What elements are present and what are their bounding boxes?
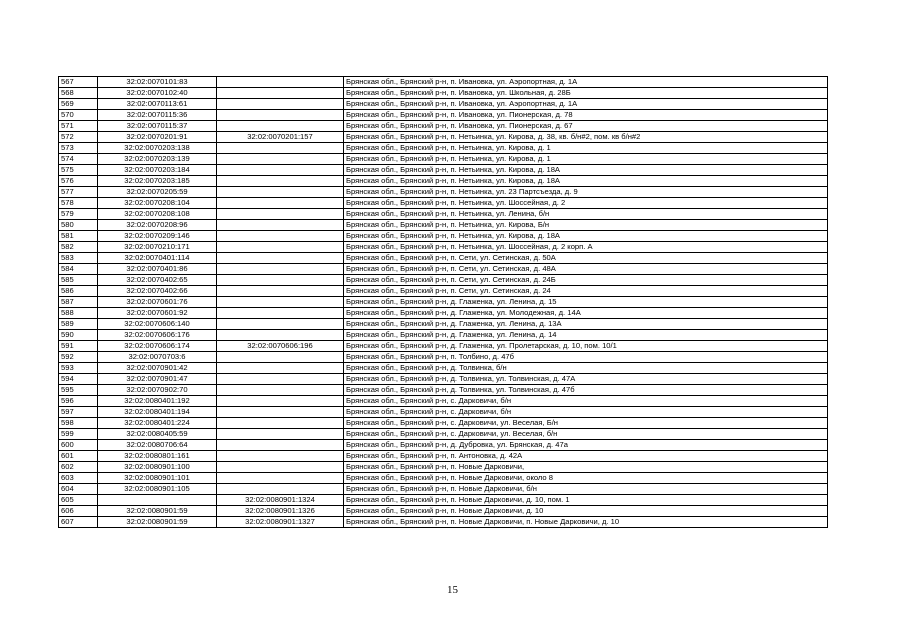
cadastral-number-cell: 32:02:0080401:194 [98, 407, 217, 418]
room-cadastral-number-cell [217, 407, 344, 418]
room-cadastral-number-cell: 32:02:0080901:1327 [217, 517, 344, 528]
room-cadastral-number-cell [217, 352, 344, 363]
address-cell: Брянская обл., Брянский р-н, п. Нетьинка, ул. Шоссейная, д. 2 [344, 198, 828, 209]
address-cell: Брянская обл., Брянский р-н, п. Нетьинка, ул. Кирова, д. 18А [344, 176, 828, 187]
room-cadastral-number-cell [217, 330, 344, 341]
address-cell: Брянская обл., Брянский р-н, д. Глаженка, ул. Ленина, д. 13А [344, 319, 828, 330]
address-cell: Брянская обл., Брянский р-н, д. Толвинка, ул. Толвинская, д. 47б [344, 385, 828, 396]
cadastral-number-cell: 32:02:0080901:100 [98, 462, 217, 473]
room-cadastral-number-cell [217, 209, 344, 220]
address-cell: Брянская обл., Брянский р-н, п. Новые Дарковичи, д. 10 [344, 506, 828, 517]
room-cadastral-number-cell [217, 99, 344, 110]
address-cell: Брянская обл., Брянский р-н, п. Сети, ул. Сетинская, д. 24 [344, 286, 828, 297]
table-row [59, 418, 828, 429]
room-cadastral-number-cell [217, 165, 344, 176]
room-cadastral-number-cell [217, 110, 344, 121]
row-number-cell: 576 [59, 176, 98, 187]
room-cadastral-number-cell [217, 220, 344, 231]
room-cadastral-number-cell [217, 396, 344, 407]
row-number-cell: 582 [59, 242, 98, 253]
row-number-cell: 596 [59, 396, 98, 407]
address-cell: Брянская обл., Брянский р-н, с. Дарковичи, ул. Веселая, б/н [344, 429, 828, 440]
table-row [59, 264, 828, 275]
address-cell: Брянская обл., Брянский р-н, п. Сети, ул. Сетинская, д. 48А [344, 264, 828, 275]
address-cell: Брянская обл., Брянский р-н, п. Новые Дарковичи, [344, 462, 828, 473]
address-cell: Брянская обл., Брянский р-н, п. Сети, ул. Сетинская, д. 24Б [344, 275, 828, 286]
address-cell: Брянская обл., Брянский р-н, д. Глаженка, ул. Ленина, д. 15 [344, 297, 828, 308]
room-cadastral-number-cell [217, 374, 344, 385]
table-row [59, 374, 828, 385]
cadastral-number-cell: 32:02:0070203:139 [98, 154, 217, 165]
address-cell: Брянская обл., Брянский р-н, д. Толвинка, ул. Толвинская, д. 47А [344, 374, 828, 385]
room-cadastral-number-cell [217, 297, 344, 308]
cadastral-number-cell: 32:02:0070115:37 [98, 121, 217, 132]
room-cadastral-number-cell [217, 275, 344, 286]
row-number-cell: 584 [59, 264, 98, 275]
cadastral-number-cell: 32:02:0070102:40 [98, 88, 217, 99]
row-number-cell: 599 [59, 429, 98, 440]
cadastral-number-cell: 32:02:0070703:6 [98, 352, 217, 363]
address-cell: Брянская обл., Брянский р-н, п. Ивановка, ул. Пионерская, д. 78 [344, 110, 828, 121]
table-row [59, 495, 828, 506]
room-cadastral-number-cell [217, 429, 344, 440]
address-cell: Брянская обл., Брянский р-н, п. Новые Дарковичи, д. 10, пом. 1 [344, 495, 828, 506]
address-cell: Брянская обл., Брянский р-н, п. Нетьинка, ул. Кирова, д. 38, кв. б/н#2, пом. кв б/н#2 [344, 132, 828, 143]
row-number-cell: 594 [59, 374, 98, 385]
row-number-cell: 595 [59, 385, 98, 396]
table-row [59, 473, 828, 484]
row-number-cell: 590 [59, 330, 98, 341]
address-cell: Брянская обл., Брянский р-н, с. Дарковичи, б/н [344, 396, 828, 407]
room-cadastral-number-cell [217, 319, 344, 330]
table-row [59, 154, 828, 165]
cadastral-number-cell: 32:02:0070208:104 [98, 198, 217, 209]
row-number-cell: 603 [59, 473, 98, 484]
table-row [59, 88, 828, 99]
table-row [59, 352, 828, 363]
cadastral-number-cell [98, 495, 217, 506]
room-cadastral-number-cell [217, 187, 344, 198]
row-number-cell: 597 [59, 407, 98, 418]
row-number-cell: 587 [59, 297, 98, 308]
cadastral-number-cell: 32:02:0070210:171 [98, 242, 217, 253]
row-number-cell: 567 [59, 77, 98, 88]
row-number-cell: 573 [59, 143, 98, 154]
address-cell: Брянская обл., Брянский р-н, д. Глаженка, ул. Молодежная, д. 14А [344, 308, 828, 319]
row-number-cell: 598 [59, 418, 98, 429]
row-number-cell: 572 [59, 132, 98, 143]
table-row [59, 385, 828, 396]
row-number-cell: 588 [59, 308, 98, 319]
address-cell: Брянская обл., Брянский р-н, п. Нетьинка, ул. Кирова, д. 18А [344, 165, 828, 176]
room-cadastral-number-cell [217, 176, 344, 187]
table-row [59, 275, 828, 286]
cadastral-number-cell: 32:02:0070601:92 [98, 308, 217, 319]
room-cadastral-number-cell [217, 77, 344, 88]
table-row [59, 429, 828, 440]
table-row [59, 308, 828, 319]
room-cadastral-number-cell: 32:02:0070606:196 [217, 341, 344, 352]
address-cell: Брянская обл., Брянский р-н, д. Толвинка, б/н [344, 363, 828, 374]
room-cadastral-number-cell [217, 462, 344, 473]
cadastral-number-cell: 32:02:0070113:61 [98, 99, 217, 110]
cadastral-number-cell: 32:02:0080901:105 [98, 484, 217, 495]
row-number-cell: 571 [59, 121, 98, 132]
row-number-cell: 583 [59, 253, 98, 264]
row-number-cell: 604 [59, 484, 98, 495]
room-cadastral-number-cell [217, 198, 344, 209]
address-cell: Брянская обл., Брянский р-н, п. Нетьинка, ул. Кирова, д. 1 [344, 143, 828, 154]
cadastral-number-cell: 32:02:0070401:114 [98, 253, 217, 264]
table-row [59, 132, 828, 143]
page-number: 15 [447, 584, 458, 596]
cadastral-number-cell: 32:02:0080401:192 [98, 396, 217, 407]
row-number-cell: 606 [59, 506, 98, 517]
cadastral-number-cell: 32:02:0070902:70 [98, 385, 217, 396]
row-number-cell: 591 [59, 341, 98, 352]
table-row [59, 396, 828, 407]
cadastral-number-cell: 32:02:0070209:146 [98, 231, 217, 242]
address-cell: Брянская обл., Брянский р-н, с. Дарковичи, б/н [344, 407, 828, 418]
cadastral-number-cell: 32:02:0070606:140 [98, 319, 217, 330]
address-cell: Брянская обл., Брянский р-н, п. Новые Дарковичи, около 8 [344, 473, 828, 484]
row-number-cell: 575 [59, 165, 98, 176]
table-row [59, 176, 828, 187]
cadastral-number-cell: 32:02:0070208:108 [98, 209, 217, 220]
room-cadastral-number-cell [217, 308, 344, 319]
cadastral-number-cell: 32:02:0070203:184 [98, 165, 217, 176]
room-cadastral-number-cell [217, 484, 344, 495]
registry-table-body [59, 77, 828, 528]
table-row [59, 407, 828, 418]
room-cadastral-number-cell [217, 154, 344, 165]
row-number-cell: 574 [59, 154, 98, 165]
row-number-cell: 593 [59, 363, 98, 374]
room-cadastral-number-cell: 32:02:0080901:1324 [217, 495, 344, 506]
table-row [59, 484, 828, 495]
row-number-cell: 600 [59, 440, 98, 451]
cadastral-number-cell: 32:02:0070203:138 [98, 143, 217, 154]
cadastral-number-cell: 32:02:0070402:66 [98, 286, 217, 297]
address-cell: Брянская обл., Брянский р-н, п. Ивановка, ул. Школьная, д. 28Б [344, 88, 828, 99]
cadastral-number-cell: 32:02:0080901:59 [98, 517, 217, 528]
room-cadastral-number-cell [217, 253, 344, 264]
cadastral-number-cell: 32:02:0070601:76 [98, 297, 217, 308]
table-row [59, 187, 828, 198]
room-cadastral-number-cell [217, 231, 344, 242]
table-row [59, 121, 828, 132]
room-cadastral-number-cell [217, 418, 344, 429]
row-number-cell: 605 [59, 495, 98, 506]
row-number-cell: 577 [59, 187, 98, 198]
cadastral-number-cell: 32:02:0080901:101 [98, 473, 217, 484]
address-cell: Брянская обл., Брянский р-н, п. Ивановка, ул. Пионерская, д. 67 [344, 121, 828, 132]
table-row [59, 363, 828, 374]
cadastral-number-cell: 32:02:0070402:65 [98, 275, 217, 286]
row-number-cell: 586 [59, 286, 98, 297]
cadastral-number-cell: 32:02:0070101:83 [98, 77, 217, 88]
address-cell: Брянская обл., Брянский р-н, п. Нетьинка, ул. Кирова, Б/н [344, 220, 828, 231]
row-number-cell: 601 [59, 451, 98, 462]
cadastral-number-cell: 32:02:0070401:86 [98, 264, 217, 275]
room-cadastral-number-cell [217, 88, 344, 99]
table-row [59, 77, 828, 88]
table-row [59, 341, 828, 352]
table-row [59, 319, 828, 330]
cadastral-number-cell: 32:02:0080801:161 [98, 451, 217, 462]
table-row [59, 286, 828, 297]
address-cell: Брянская обл., Брянский р-н, с. Дарковичи, ул. Веселая, Б/н [344, 418, 828, 429]
row-number-cell: 568 [59, 88, 98, 99]
table-row [59, 198, 828, 209]
address-cell: Брянская обл., Брянский р-н, п. Новые Дарковичи, б/н [344, 484, 828, 495]
row-number-cell: 592 [59, 352, 98, 363]
address-cell: Брянская обл., Брянский р-н, п. Ивановка, ул. Аэропортная, д. 1А [344, 77, 828, 88]
table-row [59, 506, 828, 517]
room-cadastral-number-cell: 32:02:0070201:157 [217, 132, 344, 143]
table-row [59, 242, 828, 253]
cadastral-number-cell: 32:02:0070115:36 [98, 110, 217, 121]
row-number-cell: 607 [59, 517, 98, 528]
table-row [59, 253, 828, 264]
row-number-cell: 580 [59, 220, 98, 231]
address-cell: Брянская обл., Брянский р-н, п. Ивановка, ул. Аэропортная, д. 1А [344, 99, 828, 110]
address-cell: Брянская обл., Брянский р-н, п. Нетьинка, ул. Кирова, д. 18А [344, 231, 828, 242]
table-row [59, 440, 828, 451]
table-row [59, 99, 828, 110]
table-row [59, 451, 828, 462]
cadastral-number-cell: 32:02:0070201:91 [98, 132, 217, 143]
table-row [59, 517, 828, 528]
address-cell: Брянская обл., Брянский р-н, п. Нетьинка, ул. Кирова, д. 1 [344, 154, 828, 165]
row-number-cell: 578 [59, 198, 98, 209]
cadastral-number-cell: 32:02:0070901:42 [98, 363, 217, 374]
room-cadastral-number-cell: 32:02:0080901:1326 [217, 506, 344, 517]
table-row [59, 110, 828, 121]
property-registry-table [58, 76, 828, 528]
table-row [59, 330, 828, 341]
table-row [59, 220, 828, 231]
row-number-cell: 585 [59, 275, 98, 286]
address-cell: Брянская обл., Брянский р-н, п. Новые Дарковичи, п. Новые Дарковичи, д. 10 [344, 517, 828, 528]
cadastral-number-cell: 32:02:0070606:174 [98, 341, 217, 352]
table-row [59, 462, 828, 473]
room-cadastral-number-cell [217, 451, 344, 462]
table-row [59, 165, 828, 176]
row-number-cell: 602 [59, 462, 98, 473]
room-cadastral-number-cell [217, 264, 344, 275]
address-cell: Брянская обл., Брянский р-н, п. Нетьинка, ул. Шоссейная, д. 2 корп. А [344, 242, 828, 253]
row-number-cell: 589 [59, 319, 98, 330]
row-number-cell: 569 [59, 99, 98, 110]
cadastral-number-cell: 32:02:0070208:96 [98, 220, 217, 231]
address-cell: Брянская обл., Брянский р-н, д. Глаженка, ул. Ленина, д. 14 [344, 330, 828, 341]
cadastral-number-cell: 32:02:0070606:176 [98, 330, 217, 341]
room-cadastral-number-cell [217, 440, 344, 451]
room-cadastral-number-cell [217, 143, 344, 154]
cadastral-number-cell: 32:02:0070203:185 [98, 176, 217, 187]
row-number-cell: 581 [59, 231, 98, 242]
table-row [59, 143, 828, 154]
address-cell: Брянская обл., Брянский р-н, д. Дубровка, ул. Брянская, д. 47а [344, 440, 828, 451]
address-cell: Брянская обл., Брянский р-н, п. Нетьинка, ул. Ленина, б/н [344, 209, 828, 220]
room-cadastral-number-cell [217, 121, 344, 132]
room-cadastral-number-cell [217, 473, 344, 484]
address-cell: Брянская обл., Брянский р-н, п. Нетьинка, ул. 23 Партсъезда, д. 9 [344, 187, 828, 198]
cadastral-number-cell: 32:02:0080706:64 [98, 440, 217, 451]
room-cadastral-number-cell [217, 242, 344, 253]
room-cadastral-number-cell [217, 286, 344, 297]
table-row [59, 297, 828, 308]
room-cadastral-number-cell [217, 385, 344, 396]
address-cell: Брянская обл., Брянский р-н, п. Антоновка, д. 42А [344, 451, 828, 462]
cadastral-number-cell: 32:02:0080405:59 [98, 429, 217, 440]
row-number-cell: 579 [59, 209, 98, 220]
cadastral-number-cell: 32:02:0080401:224 [98, 418, 217, 429]
table-row [59, 209, 828, 220]
cadastral-number-cell: 32:02:0070205:59 [98, 187, 217, 198]
address-cell: Брянская обл., Брянский р-н, д. Глаженка, ул. Пролетарская, д. 10, пом. 10/1 [344, 341, 828, 352]
row-number-cell: 570 [59, 110, 98, 121]
cadastral-number-cell: 32:02:0080901:59 [98, 506, 217, 517]
address-cell: Брянская обл., Брянский р-н, п. Сети, ул. Сетинская, д. 50А [344, 253, 828, 264]
table-row [59, 231, 828, 242]
address-cell: Брянская обл., Брянский р-н, п. Толбино, д. 47б [344, 352, 828, 363]
room-cadastral-number-cell [217, 363, 344, 374]
cadastral-number-cell: 32:02:0070901:47 [98, 374, 217, 385]
